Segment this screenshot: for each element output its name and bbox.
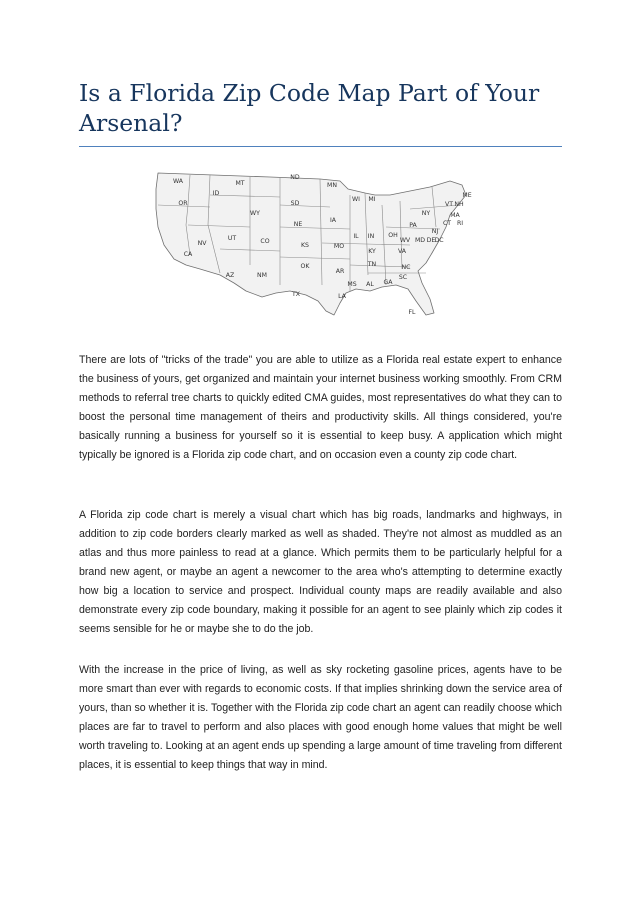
state-label-ar: AR bbox=[335, 268, 345, 275]
title-divider bbox=[79, 146, 562, 147]
state-label-pa: PA bbox=[409, 222, 417, 229]
state-label-ia: IA bbox=[329, 217, 337, 224]
state-label-ne: NE bbox=[293, 221, 303, 228]
state-label-ga: GA bbox=[383, 279, 393, 286]
state-label-nc: NC bbox=[401, 264, 411, 271]
state-label-wy: WY bbox=[250, 210, 260, 217]
state-label-ok: OK bbox=[300, 263, 310, 270]
state-label-nm: NM bbox=[257, 272, 267, 279]
state-label-de: DE bbox=[426, 237, 436, 244]
state-label-fl: FL bbox=[408, 309, 416, 316]
state-label-co: CO bbox=[260, 238, 270, 245]
state-label-mt: MT bbox=[235, 180, 245, 187]
state-label-tn: TN bbox=[367, 261, 377, 268]
us-map-graphic bbox=[150, 165, 480, 320]
page-title: Is a Florida Zip Code Map Part of Your Arsenal? bbox=[79, 79, 540, 137]
state-label-ks: KS bbox=[301, 242, 309, 249]
us-state-map bbox=[150, 165, 480, 320]
state-label-tx: TX bbox=[291, 291, 301, 298]
body-paragraph-2: A Florida zip code chart is merely a visual chart which has big roads, landmarks and highways, in addition to zip code borders clearly marked as well as shaded. They're not almost as muddled as an atlas and thus more painless to read at a glance. Which permits them to be particularly helpful for a brand new agent, or maybe an agent a newcomer to the area who's attempting to determine exactly how big a location to service and prospect. Individual county maps are readily available and also demonstrate every zip code boundary, making it possible for an agent to see plainly which zip codes it seems sensible for he or maybe she to do the job. bbox=[79, 509, 562, 635]
state-label-md: MD bbox=[414, 237, 426, 244]
state-label-il: IL bbox=[353, 233, 359, 240]
state-label-dc: DC bbox=[434, 237, 444, 244]
state-label-nv: NV bbox=[197, 240, 207, 247]
state-label-mn: MN bbox=[327, 182, 337, 189]
state-label-al: AL bbox=[366, 281, 374, 288]
state-label-wi: WI bbox=[352, 196, 360, 203]
state-label-or: OR bbox=[178, 200, 188, 207]
state-label-la: LA bbox=[338, 293, 346, 300]
state-label-nj: NJ bbox=[431, 228, 439, 235]
state-label-ut: UT bbox=[227, 235, 237, 242]
state-label-sc: SC bbox=[398, 274, 408, 281]
state-label-in: IN bbox=[367, 233, 375, 240]
state-label-ct: CT bbox=[442, 220, 452, 227]
state-label-oh: OH bbox=[388, 232, 398, 239]
state-label-sd: SD bbox=[290, 200, 300, 207]
state-label-vt: VT bbox=[444, 201, 454, 208]
state-label-wv: WV bbox=[399, 237, 411, 244]
state-label-ma: MA bbox=[450, 212, 460, 219]
state-label-ky: KY bbox=[368, 248, 376, 255]
state-label-ca: CA bbox=[183, 251, 193, 258]
body-paragraph-3: With the increase in the price of living, as well as sky rocketing gasoline prices, agents have to be more smart than ever with regards to economic costs. If that implies shrinking down the service area of yours, than so whether it is. Together with the Florida zip code chart an agent can readily choose which places are far to travel to perform and also places with good enough home values that might be well worth traveling to. Looking at an agent ends up spending a large amount of time traveling from different places, it is essential to keep things that way in mind. bbox=[79, 664, 562, 771]
state-label-az: AZ bbox=[225, 272, 235, 279]
state-label-me: ME bbox=[462, 192, 472, 199]
state-label-mi: MI bbox=[368, 196, 376, 203]
state-label-ny: NY bbox=[421, 210, 431, 217]
state-label-wa: WA bbox=[172, 178, 184, 185]
state-label-nh: NH bbox=[454, 201, 464, 208]
state-label-ri: RI bbox=[456, 220, 464, 227]
state-label-id: ID bbox=[212, 190, 220, 197]
state-label-nd: ND bbox=[290, 174, 300, 181]
state-label-ms: MS bbox=[347, 281, 357, 288]
body-paragraph-1: There are lots of "tricks of the trade" you are able to utilize as a Florida real estate expert to enhance the business of yours, get organized and maintain your internet business working smoothly. From CRM methods to referral tree charts to quickly edited CMA guides, most representatives do what they can to boost the personal time management of theirs and productivity skills. All things considered, you're basically running a business for yourself so it is essential to keep busy. A application which might typically be ignored is a Florida zip code chart, and on occasion even a county zip code chart. bbox=[79, 354, 562, 461]
state-label-mo: MO bbox=[333, 243, 345, 250]
state-label-va: VA bbox=[397, 248, 407, 255]
